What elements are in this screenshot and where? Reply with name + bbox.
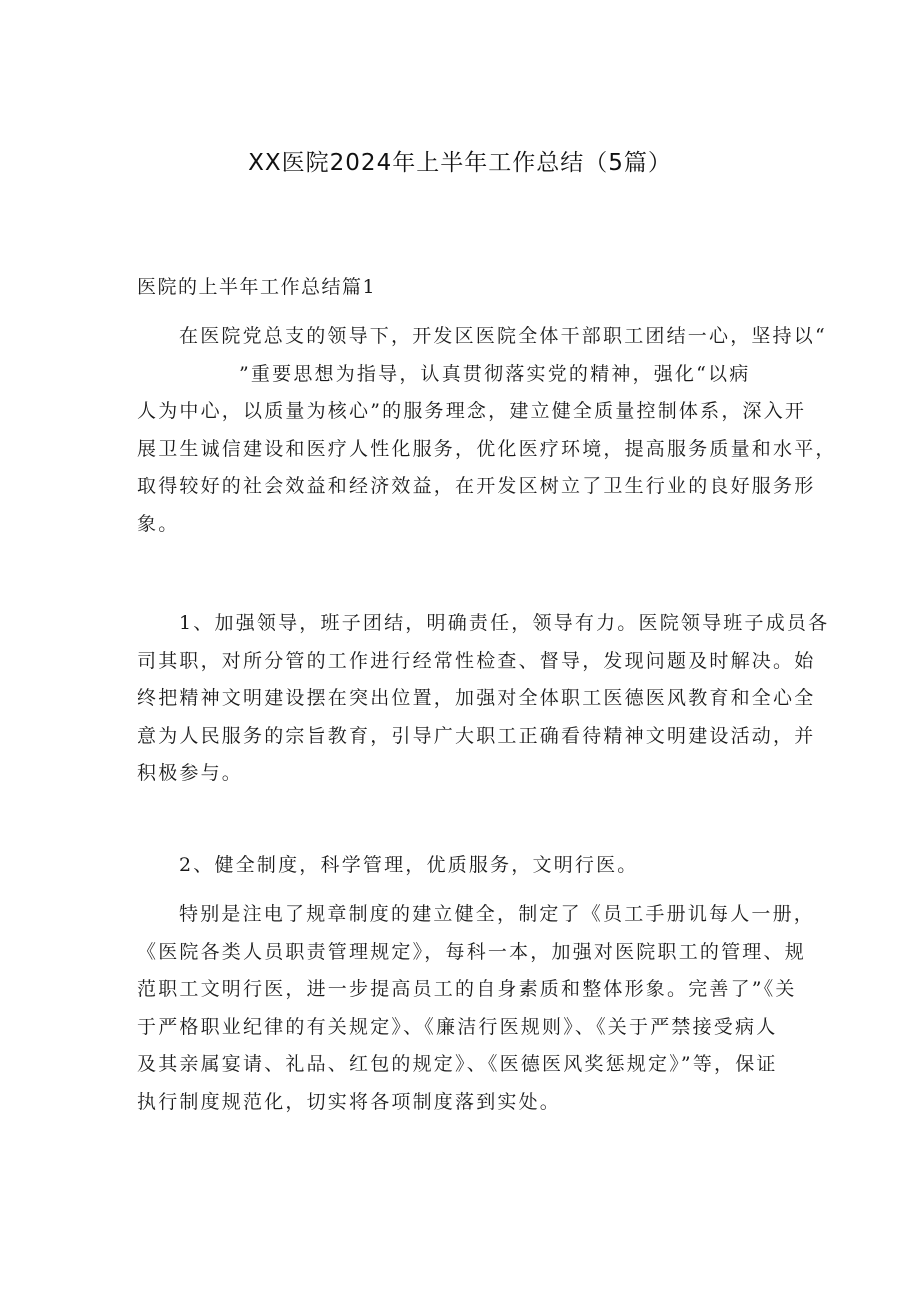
paragraph-line: 取得较好的社会效益和经济效益，在开发区树立了卫生行业的良好服务形 [137,475,816,497]
paragraph-line: 范职工文明行医，进一步提高员工的自身素质和整体形象。完善了”《关 [137,978,797,1000]
paragraph-line: 及其亲属宴请、礼品、红包的规定》、《医德医风奖惩规定》”等，保证 [137,1053,778,1075]
paragraph-line: 《医院各类人员职责管理规定》，每科一本，加强对医院职工的管理、规 [137,940,806,963]
paragraph-line: 象。 [137,512,180,535]
paragraph-line: 人为中心，以质量为核心”的服务理念，建立健全质量控制体系，深入开 [137,400,807,422]
section-heading: 医院的上半年工作总结篇1 [137,276,377,298]
paragraph-line: 特别是注电了规章制度的建立健全，制定了《员工手册讥每人一册， [179,903,816,925]
paragraph-intro [137,318,837,543]
paragraph-line: 于严格职业纪律的有关规定》、《廉洁行医规则》、《关于严禁接受病人 [137,1015,778,1038]
paragraph-line: 积极参与。 [137,762,244,784]
paragraph-line: 1、加强领导，班子团结，明确责任，领导有力。医院领导班子成员各 [179,612,830,634]
paragraph-line: 意为人民服务的宗旨教育，引导广大职工正确看待精神文明建设活动，并 [137,724,816,747]
paragraph-system-heading [137,847,787,885]
paragraph-line: 司其职，对所分管的工作进行经常性检查、督导，发现问题及时解决。始 [137,649,816,672]
paragraph-line: 在医院党总支的领导下，开发区医院全体干部职工团结一心，坚持以“ [179,325,827,347]
paragraph-regulations [137,896,816,1121]
paragraph-line: 执行制度规范化，切实将各项制度落到实处。 [137,1090,562,1113]
paragraph-line: 2、健全制度，科学管理，优质服务，文明行医。 [179,854,639,876]
document-title: XX医院2024年上半年工作总结（5篇） [248,150,672,176]
paragraph-leadership [137,605,830,793]
paragraph-line: ”重要思想为指导，认真贯彻落实党的精神，强化“以病 [239,362,751,385]
paragraph-line: 展卫生诚信建设和医疗人性化服务，优化医疗环境，提高服务质量和水平， [137,437,837,460]
paragraph-line: 终把精神文明建设摆在突出位置，加强对全体职工医德医风教育和全心全 [137,687,816,709]
